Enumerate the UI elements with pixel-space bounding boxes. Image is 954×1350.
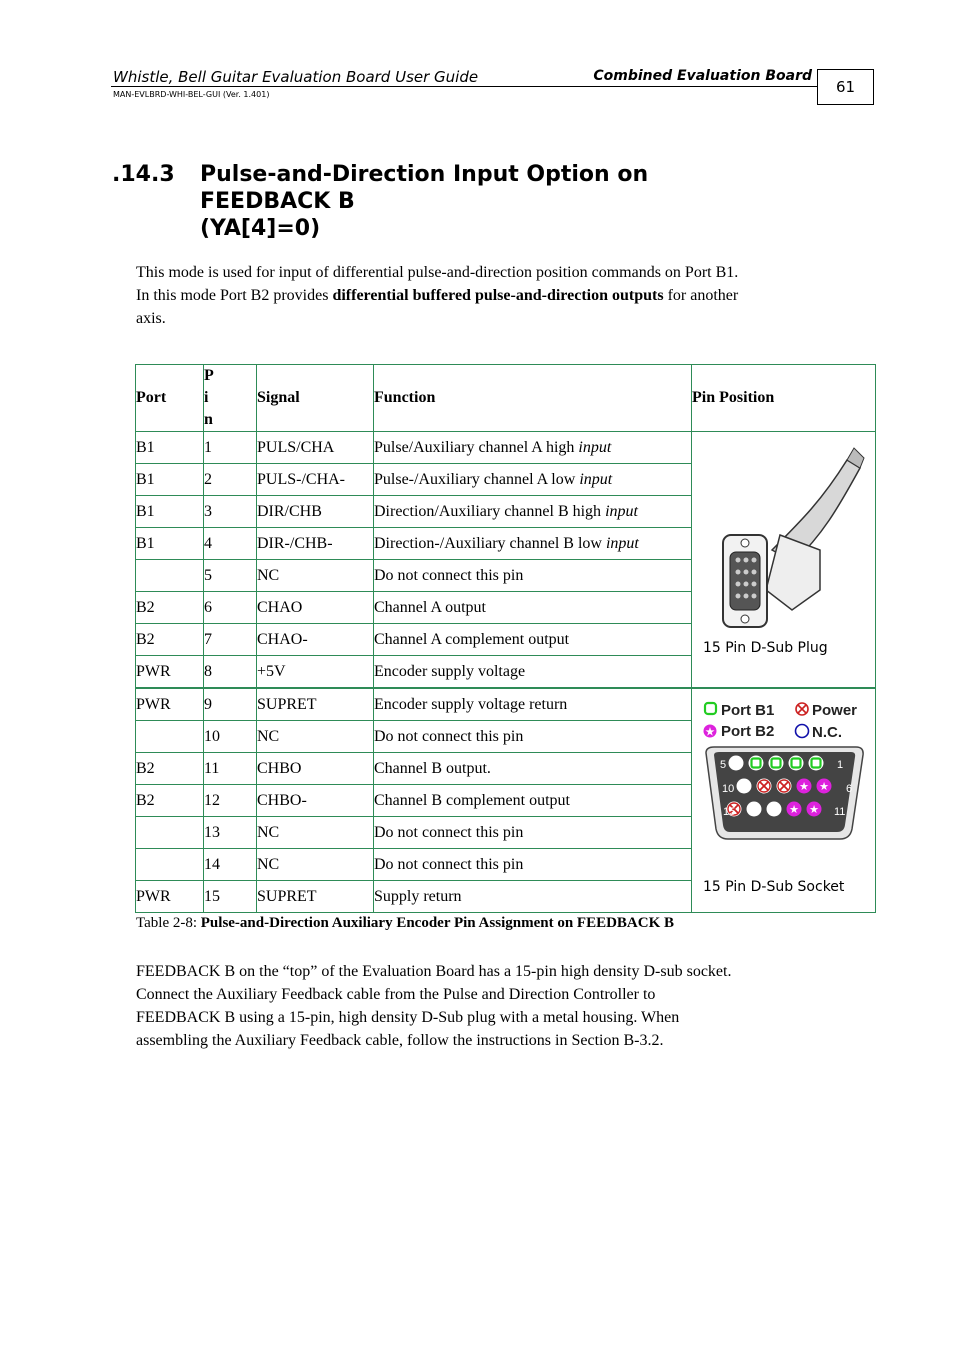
port-cell: B1 [136, 464, 204, 496]
pin-cell: 6 [204, 592, 257, 624]
header-title: Whistle, Bell Guitar Evaluation Board User Guide [113, 68, 479, 86]
signal-cell: NC [257, 849, 374, 881]
function-italic: input [579, 471, 613, 488]
pin-cell: 12 [204, 785, 257, 817]
function-cell [374, 432, 692, 464]
socket-pin [747, 802, 762, 817]
port-cell: B2 [136, 592, 204, 624]
function-text: Encoder supply voltage return [374, 696, 568, 713]
function-cell [374, 528, 692, 560]
function-text: Direction-/Auxiliary channel B low [374, 535, 606, 552]
port-cell: B2 [136, 753, 204, 785]
caption-prefix: Table 2-8: [136, 915, 201, 931]
legend-nc: N.C. [812, 724, 842, 741]
intro-bold-text: differential buffered pulse-and-direction outputs [332, 287, 664, 304]
port-b2-pin-icon: ★ [799, 781, 809, 793]
header-doc-id: MAN-EVLBRD-WHI-BEL-GUI (Ver. 1.401) [113, 90, 270, 99]
function-text: Direction/Auxiliary channel B high [374, 503, 606, 520]
function-text: Pulse-/Auxiliary channel A low [374, 471, 580, 488]
function-text: Channel A output [374, 599, 486, 616]
socket-number-6: 6 [846, 783, 853, 795]
function-cell [374, 592, 692, 624]
closing-paragraph [136, 960, 856, 1052]
header-port: Port [136, 365, 204, 432]
port-cell: B1 [136, 528, 204, 560]
socket-number-10: 10 [722, 783, 735, 795]
svg-text:★: ★ [705, 727, 715, 738]
nc-legend-icon [796, 725, 809, 738]
signal-cell: SUPRET [257, 688, 374, 721]
legend-port-b2: Port B2 [721, 723, 775, 740]
port-cell: PWR [136, 688, 204, 721]
intro-line-3: axis. [136, 310, 166, 327]
header-pin [204, 365, 257, 432]
pin-cell: 13 [204, 817, 257, 849]
table-row [136, 432, 876, 464]
socket-number-5: 5 [720, 759, 727, 771]
table-caption [136, 915, 674, 932]
port-cell: B2 [136, 624, 204, 656]
port-b2-pin-icon: ★ [819, 781, 829, 793]
function-cell [374, 624, 692, 656]
function-italic: input [605, 535, 639, 552]
port-cell: B1 [136, 496, 204, 528]
heading-line-1: Pulse-and-Direction Input Option on [200, 162, 649, 187]
intro-line-2-end: for another [663, 287, 739, 304]
intro-line-2 [136, 284, 856, 307]
port-cell [136, 849, 204, 881]
pin-cell: 14 [204, 849, 257, 881]
function-text: Pulse/Auxiliary channel A high [374, 439, 579, 456]
port-b2-pin-icon: ★ [789, 804, 799, 816]
function-text: Do not connect this pin [374, 567, 524, 584]
closing-line-4: assembling the Auxiliary Feedback cable, follow the instructions in Section B-3.2. [136, 1032, 664, 1049]
legend-port-b1: Port B1 [721, 702, 775, 719]
signal-cell: NC [257, 721, 374, 753]
signal-cell: PULS/CHA [257, 432, 374, 464]
d-sub-socket-image [692, 689, 874, 849]
header-rule [111, 86, 817, 87]
socket-pin [767, 802, 782, 817]
intro-line-1: This mode is used for input of differential pulse-and-direction position commands on Port B1. [136, 264, 739, 281]
pin-cell: 5 [204, 560, 257, 592]
port-cell [136, 817, 204, 849]
socket-pin [729, 756, 744, 771]
signal-cell: CHBO- [257, 785, 374, 817]
header-function: Function [374, 365, 692, 432]
table-row [136, 688, 876, 721]
page-number: 61 [817, 69, 874, 105]
signal-cell: CHBO [257, 753, 374, 785]
pin-assignment-table [135, 364, 876, 913]
function-text: Channel B output. [374, 760, 491, 777]
signal-cell: +5V [257, 656, 374, 689]
socket-number-1: 1 [837, 759, 844, 771]
pin-cell: 2 [204, 464, 257, 496]
heading-line-3: (YA[4]=0) [200, 216, 321, 241]
signal-cell: CHAO- [257, 624, 374, 656]
function-cell [374, 496, 692, 528]
function-cell [374, 656, 692, 689]
d-sub-plug-image [692, 440, 874, 640]
function-italic: input [605, 503, 638, 520]
signal-cell: DIR-/CHB- [257, 528, 374, 560]
function-cell [374, 753, 692, 785]
pin-cell: 10 [204, 721, 257, 753]
port-cell: PWR [136, 656, 204, 689]
pin-cell: 8 [204, 656, 257, 689]
socket-number-15: 15 [723, 806, 736, 818]
pin-cell: 15 [204, 881, 257, 913]
socket-caption: 15 Pin D-Sub Socket [703, 879, 845, 895]
header-signal: Signal [257, 365, 374, 432]
plug-figure-cell [692, 432, 876, 689]
port-cell [136, 560, 204, 592]
signal-cell: CHAO [257, 592, 374, 624]
legend-power: Power [812, 702, 858, 719]
heading-line-2: FEEDBACK B [200, 189, 355, 214]
function-text: Supply return [374, 888, 462, 905]
header-pin-position: Pin Position [692, 365, 876, 432]
port-cell [136, 721, 204, 753]
function-text: Do not connect this pin [374, 856, 524, 873]
function-italic: input [578, 439, 612, 456]
pin-cell: 3 [204, 496, 257, 528]
pin-cell: 11 [204, 753, 257, 785]
function-cell [374, 688, 692, 721]
function-text: Channel B complement output [374, 792, 570, 809]
closing-line-2: Connect the Auxiliary Feedback cable from the Pulse and Direction Controller to [136, 986, 656, 1003]
pin-cell: 1 [204, 432, 257, 464]
section-number: .14.3 [112, 162, 175, 187]
signal-cell: DIR/CHB [257, 496, 374, 528]
function-cell [374, 881, 692, 913]
socket-figure-cell [692, 688, 876, 913]
port-b1-legend-icon [705, 703, 716, 714]
function-cell [374, 817, 692, 849]
intro-line-2-text: In this mode Port B2 provides [136, 287, 333, 304]
intro-paragraph [136, 261, 856, 330]
signal-cell: SUPRET [257, 881, 374, 913]
closing-line-3: FEEDBACK B using a 15-pin, high density D-Sub plug with a metal housing. When [136, 1009, 680, 1026]
function-cell [374, 464, 692, 496]
socket-pin [737, 779, 752, 794]
function-cell [374, 785, 692, 817]
function-text: Do not connect this pin [374, 728, 524, 745]
signal-cell: PULS-/CHA- [257, 464, 374, 496]
function-cell [374, 560, 692, 592]
socket-number-11: 11 [834, 806, 846, 818]
function-text: Channel A complement output [374, 631, 570, 648]
signal-cell: NC [257, 817, 374, 849]
pin-cell: 9 [204, 688, 257, 721]
header-pin-text: Pi n [204, 367, 214, 428]
signal-cell: NC [257, 560, 374, 592]
caption-title: Pulse-and-Direction Auxiliary Encoder Pin Assignment on FEEDBACK B [200, 915, 675, 931]
pin-cell: 7 [204, 624, 257, 656]
function-cell [374, 849, 692, 881]
port-b2-pin-icon: ★ [809, 804, 819, 816]
closing-line-1: FEEDBACK B on the “top” of the Evaluation Board has a 15-pin high density D-sub socket. [136, 963, 732, 980]
port-cell: PWR [136, 881, 204, 913]
port-cell: B2 [136, 785, 204, 817]
function-cell [374, 721, 692, 753]
port-cell: B1 [136, 432, 204, 464]
function-text: Do not connect this pin [374, 824, 524, 841]
header-section: Combined Evaluation Board [593, 68, 812, 84]
pin-cell: 4 [204, 528, 257, 560]
plug-caption: 15 Pin D-Sub Plug [703, 640, 828, 656]
function-text: Encoder supply voltage [374, 663, 526, 680]
